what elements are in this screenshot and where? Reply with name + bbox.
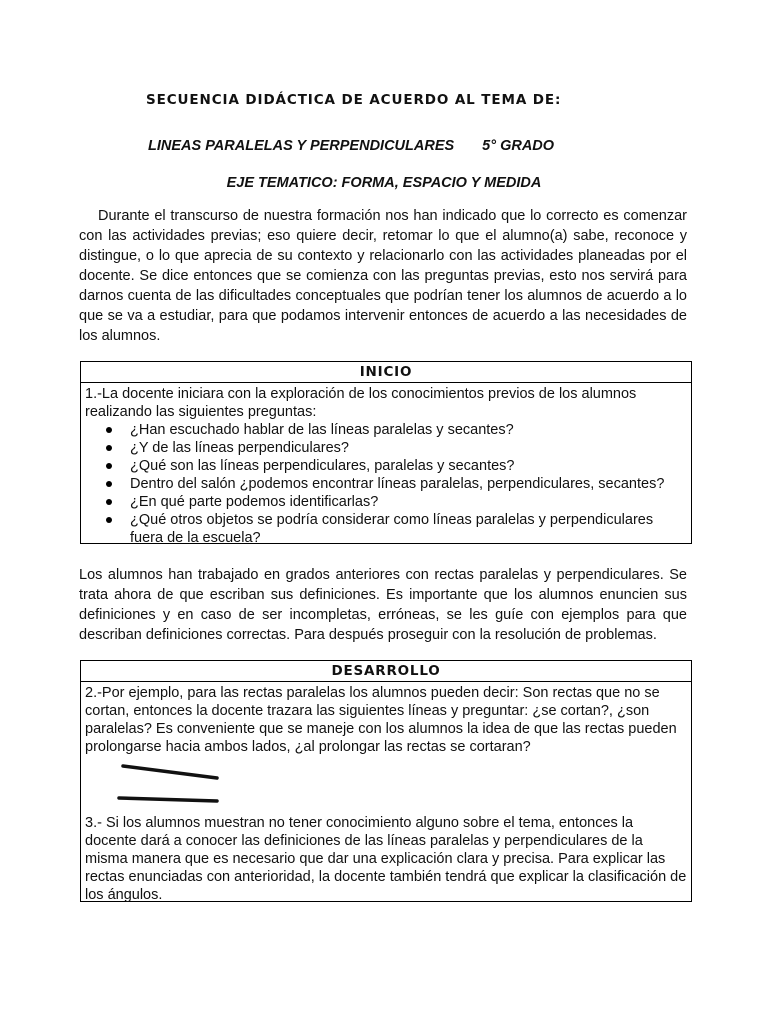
inicio-header: INICIO (81, 362, 691, 383)
question-item: Dentro del salón ¿podemos encontrar líneas paralelas, perpendiculares, secantes? (130, 475, 687, 493)
desarrollo-section (80, 660, 692, 902)
question-item: ¿En qué parte podemos identificarlas? (130, 493, 687, 511)
thematic-axis (0, 175, 768, 191)
document-title: SECUENCIA DIDÁCTICA DE ACUERDO AL TEMA DE: (146, 92, 562, 108)
inicio-body (81, 383, 691, 547)
inicio-lead-text: 1.-La docente iniciara con la exploración de los conocimientos previos de los alumnos realizando las siguientes preguntas: (85, 386, 637, 420)
step-2-text: 2.-Por ejemplo, para las rectas paralelas los alumnos pueden decir: Son rectas que no se cortan, entonces la docente trazara las siguientes líneas y preguntar: ¿se cortan?, ¿son paralelas? Es conveniente que se maneje con los alumnos la idea de que las rectas pueden prolongarse hacia ambos lados, ¿al prolongar las rectas se cortaran? (85, 685, 677, 755)
slanted-line (123, 766, 217, 778)
question-item: ¿Qué otros objetos se podría considerar como líneas paralelas y perpendiculares fuera de la escuela? (130, 511, 687, 547)
inicio-section (80, 361, 692, 544)
horizontal-line (119, 798, 217, 801)
middle-paragraph: Los alumnos han trabajado en grados anteriores con rectas paralelas y perpendiculares. Se trata ahora de que escriban sus definiciones. Es importante que los alumnos enuncien sus definiciones y en caso de ser incompletas, erróneas, se les guíe con ejemplos para que describan definiciones correctas. Para después proseguir con la resolución de problemas. (79, 567, 687, 643)
step-3-text: 3.- Si los alumnos muestran no tener conocimiento alguno sobre el tema, entonces la docente dará a conocer las definiciones de las líneas paralelas y perpendiculares de la misma manera que es necesario que dar una explicación clara y precisa. Para explicar las rectas enunciadas con anterioridad, la docente también tendrá que explicar la clasificación de los ángulos. (85, 815, 687, 903)
question-list (85, 421, 687, 547)
question-item: ¿Qué son las líneas perpendiculares, paralelas y secantes? (130, 457, 687, 475)
grade-label: 5° GRADO (482, 138, 555, 154)
desarrollo-body (81, 682, 691, 904)
question-item: ¿Han escuchado hablar de las líneas paralelas y secantes? (130, 421, 687, 439)
question-item: ¿Y de las líneas perpendiculares? (130, 439, 687, 457)
lines-illustration (85, 760, 285, 810)
document-subtitle (148, 138, 554, 154)
desarrollo-header: DESARROLLO (81, 661, 691, 682)
topic-label: LINEAS PARALELAS Y PERPENDICULARES (148, 138, 455, 154)
intro-paragraph: Durante el transcurso de nuestra formación nos han indicado que lo correcto es comenzar con las actividades previas; eso quiere decir, retomar lo que el alumno(a) sabe, reconoce y distingue, o lo que aprecia de su contexto y relacionarlo con las actividades planeadas por el docente. Se dice entonces que se comienza con las preguntas previas, esto nos servirá para darnos cuenta de las dificultades conceptuales que podrían tener los alumnos de acuerdo a lo que se va a estudiar, para que podamos intervenir entonces de acuerdo a las necesidades de los alumnos. (79, 208, 687, 344)
thematic-axis-label: EJE TEMATICO: FORMA, ESPACIO Y MEDIDA (226, 175, 542, 191)
